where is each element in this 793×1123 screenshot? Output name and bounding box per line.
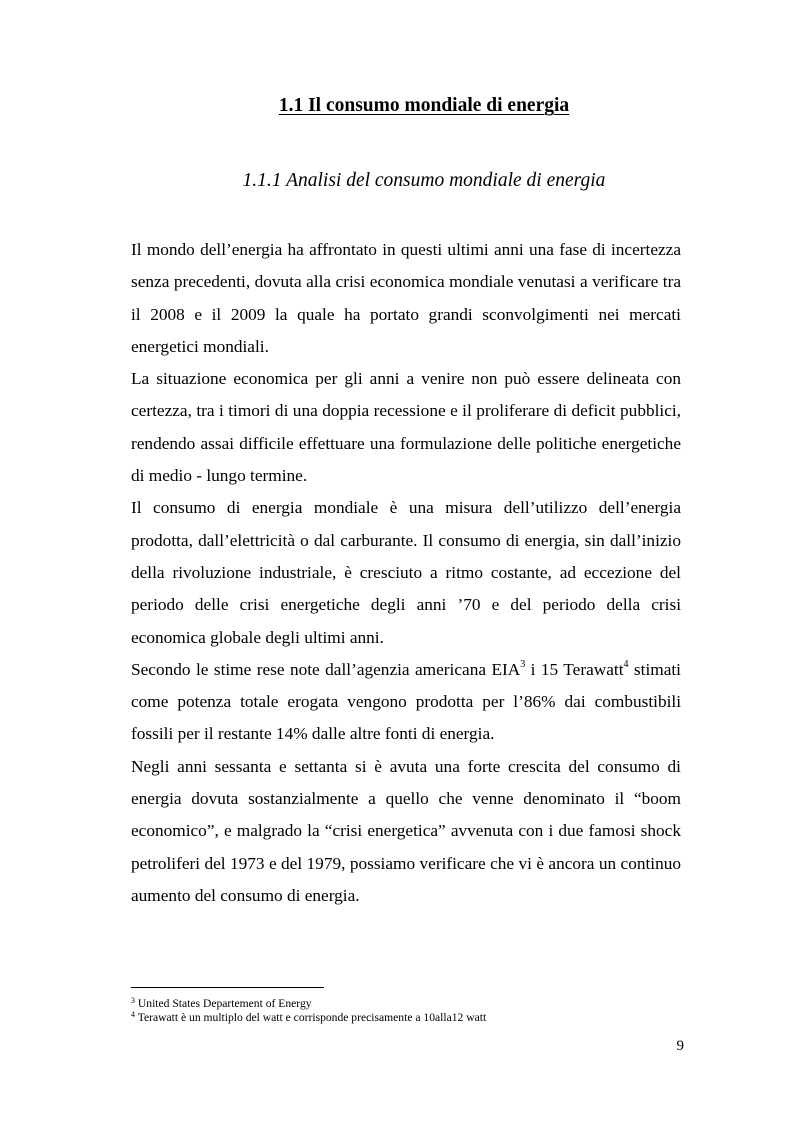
footnotes (131, 997, 681, 1025)
footnote-number: 3 (131, 996, 135, 1005)
footnote-text: Terawatt è un multiplo del watt e corrisponde precisamente a 10alla12 watt (137, 1011, 487, 1024)
footnote-number: 4 (131, 1010, 135, 1019)
page-number: 9 (676, 1038, 684, 1054)
footnote-3 (131, 997, 681, 1011)
paragraph-5: Negli anni sessanta e settanta si è avuta una forte crescita del consumo di energia dovuta sostanzialmente a quello che venne denominato il “boom economico”, e malgrado la “crisi energetica” avvenuta con i due famosi shock petroliferi del 1973 e del 1979, possiamo verificare che vi è ancora un continuo aumento del consumo di energia. (131, 756, 681, 905)
paragraph-4-part-2: i 15 Terawatt (525, 659, 624, 679)
paragraph-4-part-1: Secondo le stime rese note dall’agenzia americana EIA (131, 659, 521, 679)
footnote-4 (131, 1011, 681, 1025)
paragraph-1: Il mondo dell’energia ha affrontato in questi ultimi anni una fase di incertezza senza precedenti, dovuta alla crisi economica mondiale venutasi a verificare tra il 2008 e il 2009 la quale ha portato grandi sconvolgimenti nei mercati energetici mondiali. (131, 240, 681, 356)
footnote-ref-4: 4 (623, 658, 629, 670)
subsection-title: 1.1.1 Analisi del consumo mondiale di energia (242, 170, 606, 191)
paragraph-2: La situazione economica per gli anni a venire non può essere delineata con certezza, tra i timori di una doppia recessione e il proliferare di deficit pubblici, rendendo assai difficile effettuare una formulazione delle politiche energetiche di medio - lungo termine. (131, 369, 681, 486)
footnote-text: United States Departement of Energy (137, 997, 312, 1010)
paragraph-4-part-3: stimati come potenza totale erogata vengono prodotta per l’86% dai combustibili fossili per il restante 14% dalle altre fonti di energia. (131, 659, 681, 744)
footnote-separator (131, 987, 324, 988)
paragraph-3: Il consumo di energia mondiale è una misura dell’utilizzo dell’energia prodotta, dall’elettricità o dal carburante. Il consumo di energia, sin dall’inizio della rivoluzione industriale, è cresciuto a ritmo costante, ad eccezione del periodo delle crisi energetiche degli anni ’70 e del periodo della crisi economica globale degli ultimi anni. (131, 498, 681, 647)
paragraph-4 (131, 654, 681, 751)
section-title: 1.1 Il consumo mondiale di energia (278, 95, 570, 116)
body-text (131, 234, 681, 912)
footnote-ref-3: 3 (520, 658, 526, 670)
